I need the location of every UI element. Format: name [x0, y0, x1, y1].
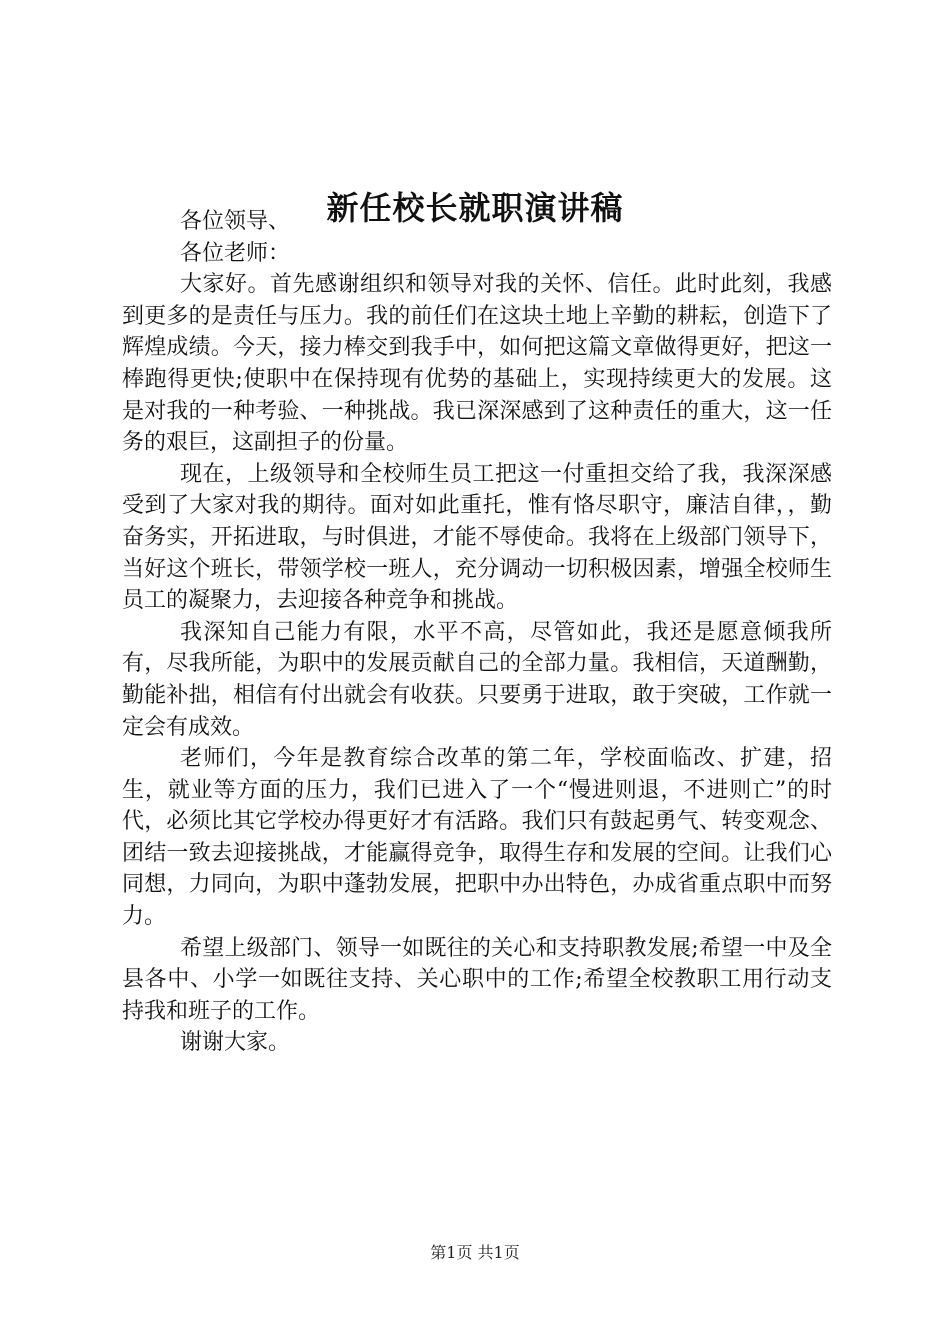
paragraph-commitment: 我深知自己能力有限，水平不高，尽管如此，我还是愿意倾我所有，尽我所能，为职中的发展贡献自己的全部力量。我相信，天道酬勤，勤能补拙，相信有付出就会有收获。只要勇于进取，敢于突破，工作就一定会有成效。 [122, 619, 832, 740]
paragraph-challenge: 老师们，今年是教育综合改革的第二年，学校面临改、扩建，招生，就业等方面的压力，我们已进入了一个“慢进则退，不进则亡”的时代，必须比其它学校办得更好才有活路。我们只有鼓起勇气、转变观念、团结一致去迎接挑战，才能赢得竞争，取得生存和发展的空间。让我们心同想，力同向，为职中蓬勃发展，把职中办出特色，办成省重点职中而努力。 [122, 746, 832, 930]
paragraph-thanks: 谢谢大家。 [180, 1030, 291, 1056]
document-body [122, 206, 832, 1059]
paragraph-hopes: 希望上级部门、领导一如既往的关心和支持职教发展;希望一中及全县各中、小学一如既往支持、关心职中的工作;希望全校教职工用行动支持我和班子的工作。 [122, 935, 832, 1024]
paragraph-greeting: 大家好。首先感谢组织和领导对我的关怀、信任。此时此刻，我感到更多的是责任与压力。我的前任们在这块土地上辛勤的耕耘，创造下了辉煌成绩。今天，接力棒交到我手中，如何把这篇文章做得更好，把这一棒跑得更快;使职中在保持现有优势的基础上，实现持续更大的发展。这是对我的一种考验、一种挑战。我已深深感到了这种责任的重大，这一任务的艰巨，这副担子的份量。 [122, 272, 832, 456]
document-title: 新任校长就职演讲稿 [326, 189, 624, 227]
salutation-leaders: 各位领导、 [180, 209, 291, 234]
page-footer: 第1页 共1页 [430, 1243, 520, 1262]
salutation-teachers: 各位老师： [180, 240, 291, 266]
paragraph-responsibility: 现在，上级领导和全校师生员工把这一付重担交给了我，我深深感受到了大家对我的期待。面对如此重托，惟有恪尽职守，廉洁自律，，勤奋务实，开拓进取，与时俱进，才能不辱使命。我将在上级部门领导下，当好这个班长，带领学校一班人，充分调动一切积极因素，增强全校师生员工的凝聚力，去迎接各种竞争和挑战。 [122, 461, 832, 614]
